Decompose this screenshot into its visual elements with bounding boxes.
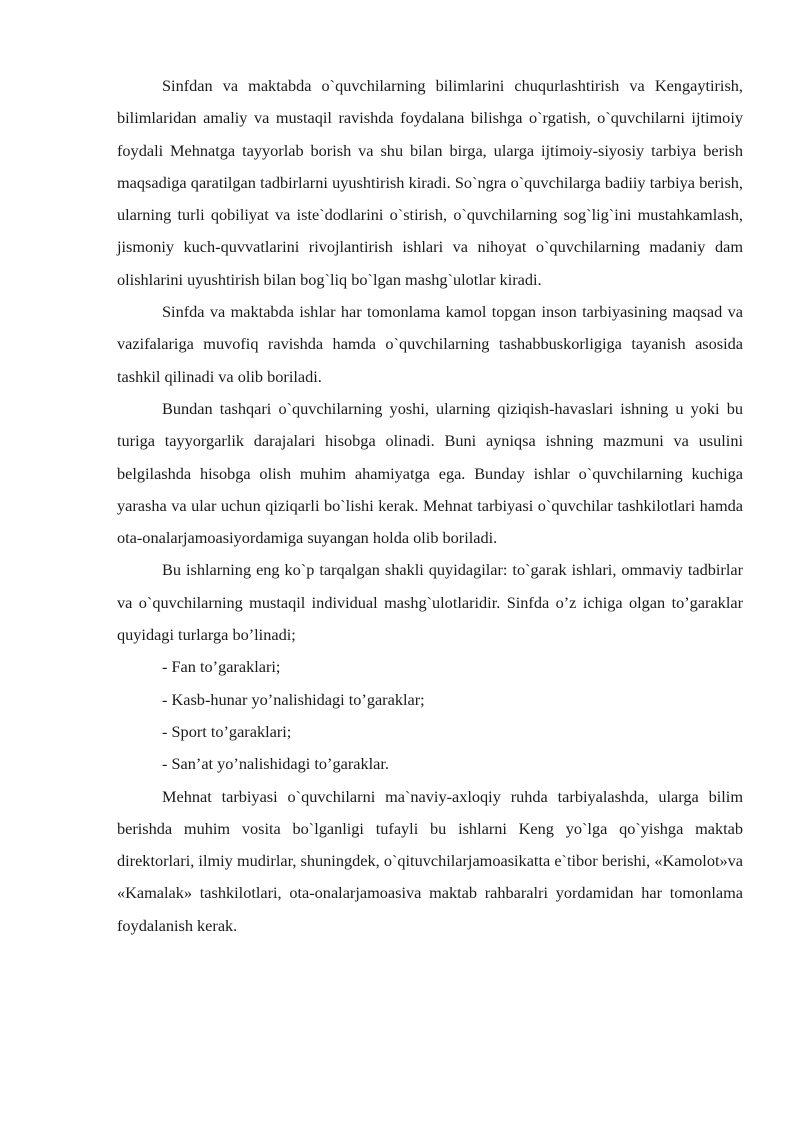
paragraph-age-interests: Bundan tashqari o`quvchilarning yoshi, ularning qiziqish-havaslari ishning u yoki bu turiga tayyorgarlik darajalari hisobga olinadi. Buni ayniqsa ishning mazmuni va usulini belgilashda hisobga olish muhim ahamiyatga ega. Bunday ishlar o`quvchilarning kuchiga yarasha va ular uchun qiziqarli bo`lishi kerak. Mehnat tarbiyasi o`quvchilar tashkilotlari hamda ota-onalarjamoasiyordamiga suyangan holda olib boriladi. bbox=[117, 398, 743, 548]
paragraph-labor-education: Mehnat tarbiyasi o`quvchilarni ma`naviy-axloqiy ruhda tarbiyalashda, ularga bilim berishda muhim vosita bo`lganligi tufayli bu ishlarni Keng yo`lga qo`yishga maktab direktorlari, ilmiy mudirlar, shuningdek, o`qituvchilarjamoasikatta e`tibor berishi, «Kamolot»va «Kamalak» tashkilotlari, ota-onalarjamoasiva maktab rahbaralri yordamidan har tomonlama foydalanish kerak. bbox=[117, 786, 743, 935]
paragraph-forms-of-work: Bu ishlarning eng ko`p tarqalgan shakli quyidagilar: to`garak ishlari, ommaviy tadbirlar va o`quvchilarning mustaqil individual mashg`ulotlaridir. Sinfda o’z ichiga olgan to’garaklar quyidagi turlarga bo’linadi; bbox=[117, 560, 743, 645]
list-item-vocational-clubs: - Kasb-hunar yo’nalishidagi to’garaklar; bbox=[162, 689, 425, 709]
paragraph-extracurricular-content: Sinfdan va maktabda o`quvchilarning bilimlarini chuqurlashtirish va Kengaytirish, bilimlaridan amaliy va mustaqil ravishda foydalana bilishga o`rgatish, o`quvchilarni ijtimoiy foydali Mehnatga tayyorlab borish va shu bilan birga, ularga ijtimoiy-siyosiy tarbiya berish maqsadiga qaratilgan tadbirlarni uyushtirish kiradi. So`ngra o`quvchilarga badiiy tarbiya berish, ularning turli qobiliyat va iste`dodlarini o`stirish, o`quvchilarning sog`lig`ini mustahkamlash, jismoniy kuch-quvvatlarini rivojlantirish ishlari va nihoyat o`quvchilarning madaniy dam olishlarini uyushtirish bilan bog`liq bo`lgan mashg`ulotlar kiradi. bbox=[117, 76, 743, 289]
list-item-sport-clubs: - Sport to’garaklari; bbox=[162, 721, 292, 741]
club-types-list bbox=[117, 651, 743, 780]
list-item-art-clubs: - San’at yo’nalishidagi to’garaklar. bbox=[162, 754, 389, 774]
document-page bbox=[117, 70, 743, 942]
list-item-science-clubs: - Fan to’garaklari; bbox=[162, 657, 281, 677]
paragraph-organization: Sinfda va maktabda ishlar har tomonlama kamol topgan inson tarbiyasining maqsad va vazifalariga muvofiq ravishda hamda o`quvchilarning tashabbuskorligiga tayanish asosida tashkil qilinadi va olib boriladi. bbox=[117, 302, 743, 386]
